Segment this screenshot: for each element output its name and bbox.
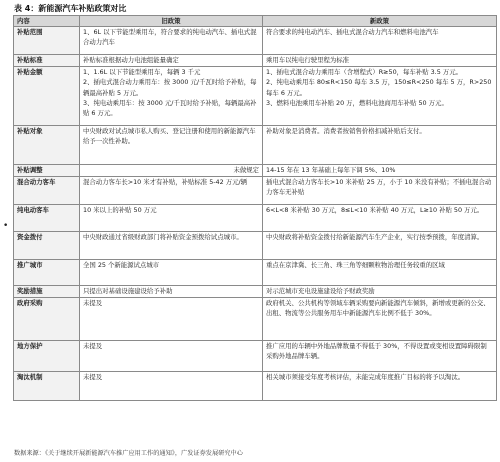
new-policy-cell: 乘用车以纯电行驶里程为标准 [263, 55, 497, 67]
header-old-policy: 旧政策 [80, 16, 263, 27]
row-label: 资金拨付 [14, 232, 80, 260]
new-policy-cell: 14-15 年在 13 年基础上每年下调 5%、10% [263, 165, 497, 177]
table-row [14, 55, 497, 67]
row-label: 奖励措施 [14, 286, 80, 298]
table-row [14, 298, 497, 341]
old-policy-cell: 未提及 [80, 298, 263, 341]
row-label: 地方保护 [14, 341, 80, 372]
new-policy-cell: 1、插电式混合动力乘用车（含增程式）R≥50，每车补贴 3.5 万元。 2、纯电动乘用车 80≤R<150 每车 3.5 万，150≤R<250 每车 5 万，R>250 每车 6 万元。 3、燃料电池乘用车补贴 20 万，燃料电池商用车补贴 50 万元。 [263, 67, 497, 126]
table-row [14, 341, 497, 372]
table-row [14, 205, 497, 232]
new-policy-cell: 中央财政将补贴资金拨付给新能源汽车生产企业，实行按季预拨，年度清算。 [263, 232, 497, 260]
row-label: 混合动力客车 [14, 177, 80, 205]
old-policy-cell: 1、1.6L 以下节能型乘用车，每辆 3 千元 2、插电式混合动力乘用车：按 3000 元/千瓦时给予补贴，每辆最高补贴 5 万元。 3、纯电动乘用车：按 3000 元/千瓦时给予补贴，每辆最高补贴 6 万元。 [80, 67, 263, 126]
new-policy-cell: 政府机关、公共机构等领域车辆采购要向新能源汽车倾斜，新增或更新的公交、出租、物流等公共服务用车中新能源汽车比例不低于 30%。 [263, 298, 497, 341]
row-label: 补贴调整 [14, 165, 80, 177]
old-policy-cell: 1、6L 以下节能型乘用车，符合要求的纯电动汽车、插电式混合动力汽车 [80, 27, 263, 55]
row-label: 补贴对象 [14, 126, 80, 165]
old-policy-cell: 中央财政对试点城市私人购买、登记注册和使用的新能源汽车给予一次性补助。 [80, 126, 263, 165]
row-label: 政府采购 [14, 298, 80, 341]
table-caption: 表 4：新能源汽车补贴政策对比 [14, 4, 127, 13]
bullet-mark: • [3, 221, 9, 231]
old-policy-cell: 全国 25 个新能源试点城市 [80, 260, 263, 286]
row-label: 补贴标准 [14, 55, 80, 67]
new-policy-cell: 重点在京津冀、长三角、珠三角等细颗粒物治理任务较重的区域 [263, 260, 497, 286]
old-policy-cell: 10 米以上的补贴 50 万元 [80, 205, 263, 232]
header-content: 内容 [14, 16, 80, 27]
new-policy-cell: 补助对象是消费者。消费者按销售价格扣减补贴后支付。 [263, 126, 497, 165]
new-policy-cell: 推广应用的车辆中外地品牌数量不得低于 30%，不得设置或变相设置障碍限制采购外地品牌车辆。 [263, 341, 497, 372]
table-header-row [14, 16, 497, 27]
data-source-note: 数据来源：《关于继续开展新能源汽车推广应用工作的通知》，广发证券发展研究中心 [14, 450, 243, 457]
row-label: 补贴金额 [14, 67, 80, 126]
old-policy-cell: 补贴标准根据动力电池组能量确定 [80, 55, 263, 67]
table-row [14, 126, 497, 165]
table-row [14, 177, 497, 205]
old-policy-cell: 未提及 [80, 372, 263, 401]
new-policy-cell: 对示范城市充电设施建设给予财政奖励 [263, 286, 497, 298]
table-row [14, 286, 497, 298]
table-row [14, 27, 497, 55]
header-new-policy: 新政策 [263, 16, 497, 27]
old-policy-cell: 只提出对基础设施建设给予补助 [80, 286, 263, 298]
old-policy-cell: 未做规定 [80, 165, 263, 177]
row-label: 淘汰机制 [14, 372, 80, 401]
table-row [14, 372, 497, 401]
old-policy-cell: 中央财政通过省级财政部门将补贴资金预拨给试点城市。 [80, 232, 263, 260]
row-label: 推广城市 [14, 260, 80, 286]
table-row [14, 67, 497, 126]
row-label: 补贴范围 [14, 27, 80, 55]
new-policy-cell: 6<L<8 米补贴 30 万元，8≤L<10 米补贴 40 万元，L≥10 补贴 50 万元。 [263, 205, 497, 232]
row-label: 纯电动客车 [14, 205, 80, 232]
table-row [14, 260, 497, 286]
new-policy-cell: 相关城市须接受年度考核评估，未能完成年度推广目标的将予以淘汰。 [263, 372, 497, 401]
new-policy-cell: 插电式混合动力客车长>10 米补贴 25 万，小于 10 米没有补贴；不插电混合动力客车无补贴 [263, 177, 497, 205]
table-row [14, 232, 497, 260]
table-row [14, 165, 497, 177]
new-policy-cell: 符合要求的纯电动汽车、插电式混合动力汽车和燃料电池汽车 [263, 27, 497, 55]
old-policy-cell: 未提及 [80, 341, 263, 372]
policy-comparison-table [13, 15, 496, 401]
old-policy-cell: 混合动力客车长>10 米才有补贴，补贴标准 5-42 万元/辆 [80, 177, 263, 205]
